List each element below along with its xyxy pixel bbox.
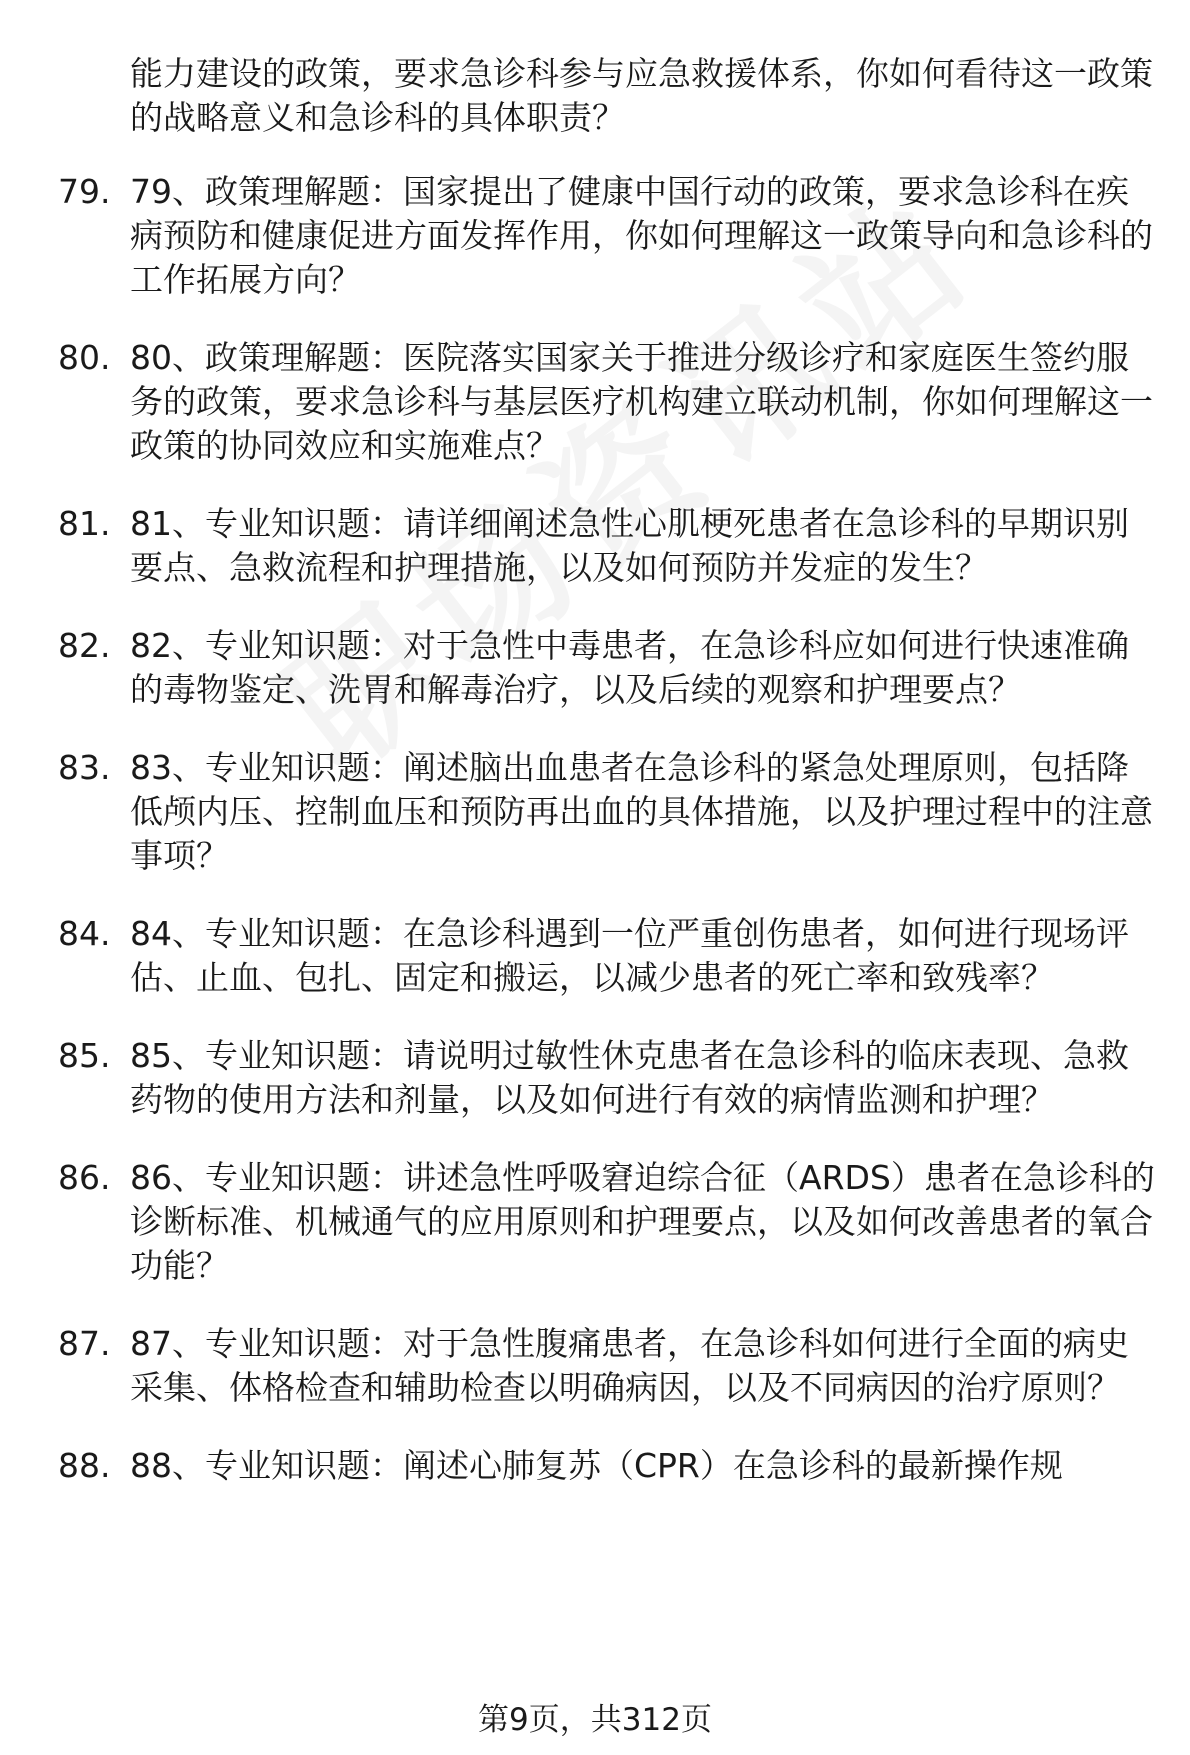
list-item <box>58 170 1160 302</box>
item-number: 82. <box>58 626 111 665</box>
item-text: 80、政策理解题：医院落实国家关于推进分级诊疗和家庭医生签约服务的政策，要求急诊科与基层医疗机构建立联动机制，你如何理解这一政策的协同效应和实施难点？ <box>130 338 1153 465</box>
item-number: 86. <box>58 1158 111 1197</box>
list-item <box>58 1156 1160 1288</box>
list-item <box>58 1034 1160 1122</box>
list-item <box>58 502 1160 590</box>
list-item <box>58 336 1160 468</box>
item-text: 84、专业知识题：在急诊科遇到一位严重创伤患者，如何进行现场评估、止血、包扎、固定和搬运，以减少患者的死亡率和致残率？ <box>130 914 1129 997</box>
item-text: 87、专业知识题：对于急性腹痛患者，在急诊科如何进行全面的病史采集、体格检查和辅助检查以明确病因，以及不同病因的治疗原则？ <box>130 1324 1129 1407</box>
question-list <box>0 52 1190 1522</box>
item-number: 84. <box>58 914 111 953</box>
list-item <box>58 746 1160 878</box>
item-text: 85、专业知识题：请说明过敏性休克患者在急诊科的临床表现、急救药物的使用方法和剂量，以及如何进行有效的病情监测和护理？ <box>130 1036 1129 1119</box>
page-footer: 第9页，共312页 <box>478 1702 712 1738</box>
list-item <box>58 912 1160 1000</box>
item-number: 83. <box>58 748 111 787</box>
item-text: 83、专业知识题：阐述脑出血患者在急诊科的紧急处理原则，包括降低颅内压、控制血压和预防再出血的具体措施，以及护理过程中的注意事项？ <box>130 748 1153 875</box>
list-item <box>58 1322 1160 1410</box>
list-item <box>58 1444 1160 1488</box>
item-text: 88、专业知识题：阐述心肺复苏（CPR）在急诊科的最新操作规 <box>130 1446 1063 1485</box>
item-text: 79、政策理解题：国家提出了健康中国行动的政策，要求急诊科在疾病预防和健康促进方面发挥作用，你如何理解这一政策导向和急诊科的工作拓展方向？ <box>130 172 1153 299</box>
item-number: 88. <box>58 1446 111 1485</box>
item-text: 82、专业知识题：对于急性中毒患者，在急诊科应如何进行快速准确的毒物鉴定、洗胃和解毒治疗，以及后续的观察和护理要点？ <box>130 626 1129 709</box>
list-item <box>58 624 1160 712</box>
item-number: 80. <box>58 338 111 377</box>
item-text: 81、专业知识题：请详细阐述急性心肌梗死患者在急诊科的早期识别要点、急救流程和护理措施，以及如何预防并发症的发生？ <box>130 504 1129 587</box>
item-number: 79. <box>58 172 111 211</box>
continued-question-text: 能力建设的政策，要求急诊科参与应急救援体系，你如何看待这一政策的战略意义和急诊科的具体职责？ <box>130 54 1153 137</box>
item-number: 85. <box>58 1036 111 1075</box>
item-number: 87. <box>58 1324 111 1363</box>
item-text: 86、专业知识题：讲述急性呼吸窘迫综合征（ARDS）患者在急诊科的诊断标准、机械通气的应用原则和护理要点，以及如何改善患者的氧合功能？ <box>130 1158 1155 1285</box>
item-number: 81. <box>58 504 111 543</box>
